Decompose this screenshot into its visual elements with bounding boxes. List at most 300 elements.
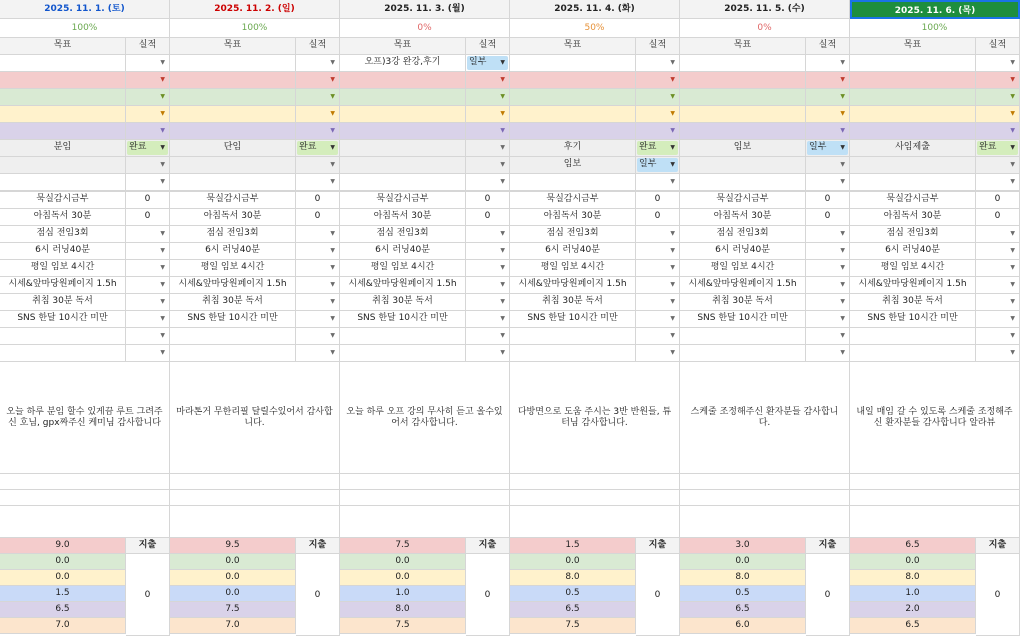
task-goal[interactable] [340,174,466,191]
goal-cell[interactable] [510,123,636,140]
dropdown-arrow-icon[interactable]: ▼ [500,230,505,237]
time-total: 7.5 [510,618,636,634]
habit-value[interactable]: 0 [976,209,1020,226]
habit-check[interactable] [976,260,1020,277]
blank-cell[interactable] [0,328,126,345]
task-goal[interactable] [510,174,636,191]
habit-check[interactable] [806,311,850,328]
dropdown-arrow-icon[interactable]: ▼ [670,93,675,100]
dropdown-arrow-icon[interactable]: ▼ [500,298,505,305]
dropdown-arrow-icon[interactable]: ▼ [670,281,675,288]
result-cell[interactable] [466,123,510,140]
dropdown-arrow-icon[interactable]: ▼ [330,230,335,237]
habit-value[interactable]: 0 [126,192,170,209]
blank-check[interactable] [296,328,340,345]
habit-check[interactable] [126,260,170,277]
blank-cell[interactable] [170,328,296,345]
dropdown-arrow-icon[interactable]: ▼ [1010,76,1015,83]
task-status[interactable] [806,174,850,191]
task-status[interactable] [636,157,680,174]
dropdown-arrow-icon[interactable]: ▼ [160,264,165,271]
dropdown-arrow-icon[interactable]: ▼ [670,349,675,356]
blank-check[interactable] [126,328,170,345]
goal-cell[interactable] [0,123,126,140]
dropdown-arrow-icon[interactable]: ▼ [840,281,845,288]
dropdown-arrow-icon[interactable]: ▼ [500,332,505,339]
result-cell[interactable] [636,55,680,72]
habit-check[interactable] [296,226,340,243]
habit-check[interactable] [806,226,850,243]
result-cell[interactable] [806,123,850,140]
dropdown-arrow-icon[interactable]: ▼ [840,178,845,185]
habit-check[interactable] [636,277,680,294]
blank-check[interactable] [806,345,850,362]
dropdown-arrow-icon[interactable]: ▼ [160,332,165,339]
dropdown-arrow-icon[interactable]: ▼ [840,127,845,134]
dropdown-arrow-icon[interactable]: ▼ [670,264,675,271]
dropdown-arrow-icon[interactable]: ▼ [160,315,165,322]
blank-cell [340,506,510,538]
habit-check[interactable] [806,260,850,277]
blank-check[interactable] [976,345,1020,362]
dropdown-arrow-icon[interactable]: ▼ [840,247,845,254]
dropdown-arrow-icon[interactable]: ▼ [1010,59,1015,66]
habit-check[interactable] [976,277,1020,294]
dropdown-arrow-icon[interactable]: ▼ [330,76,335,83]
dropdown-arrow-icon[interactable]: ▼ [1010,247,1015,254]
dropdown-arrow-icon[interactable]: ▼ [670,110,675,117]
task-status[interactable] [296,174,340,191]
habit-check[interactable] [976,226,1020,243]
dropdown-arrow-icon[interactable]: ▼ [1010,332,1015,339]
dropdown-arrow-icon[interactable]: ▼ [330,110,335,117]
result-cell[interactable] [636,89,680,106]
dropdown-arrow-icon[interactable]: ▼ [330,281,335,288]
habit-check[interactable] [976,294,1020,311]
task-status[interactable] [806,140,850,157]
dropdown-arrow-icon[interactable]: ▼ [160,161,165,168]
gratitude-note[interactable]: 오늘 하루 분임 할수 있게끔 루트 그려주신 호님, gpx짜주신 케미님 감사합니다 [0,362,170,474]
dropdown-arrow-icon[interactable]: ▼ [160,93,165,100]
habit-value[interactable]: 0 [976,192,1020,209]
dropdown-arrow-icon[interactable]: ▼ [330,178,335,185]
habit-value[interactable]: 0 [126,209,170,226]
blank-cell [0,490,170,506]
goal-cell[interactable] [680,72,806,89]
result-cell[interactable] [806,89,850,106]
dropdown-arrow-icon[interactable]: ▼ [840,264,845,271]
dropdown-arrow-icon[interactable]: ▼ [1010,349,1015,356]
status-chip[interactable] [467,56,508,70]
task-goal[interactable] [680,174,806,191]
task-status[interactable] [466,157,510,174]
task-status[interactable] [806,157,850,174]
status-chip[interactable] [637,141,678,155]
result-cell[interactable] [976,55,1020,72]
result-cell[interactable] [296,123,340,140]
result-cell[interactable] [806,106,850,123]
dropdown-arrow-icon[interactable]: ▼ [160,144,165,151]
goal-cell[interactable] [170,55,296,72]
habit-check[interactable] [466,294,510,311]
habit-label: 묵실감시금부 [170,192,296,209]
gratitude-note[interactable]: 오늘 하루 오프 강의 무사히 듣고 올수있어서 감사합니다. [340,362,510,474]
dropdown-arrow-icon[interactable]: ▼ [840,315,845,322]
result-cell[interactable] [976,72,1020,89]
task-goal[interactable] [0,174,126,191]
task-status[interactable] [296,140,340,157]
habit-check[interactable] [296,243,340,260]
habit-check[interactable] [636,243,680,260]
habit-check[interactable] [126,311,170,328]
dropdown-arrow-icon[interactable]: ▼ [160,298,165,305]
time-total: 0.0 [170,554,296,570]
dropdown-arrow-icon[interactable]: ▼ [160,281,165,288]
goal-cell[interactable] [850,89,976,106]
task-status[interactable] [126,140,170,157]
dropdown-arrow-icon[interactable]: ▼ [670,332,675,339]
dropdown-arrow-icon[interactable]: ▼ [670,298,675,305]
dropdown-arrow-icon[interactable]: ▼ [840,230,845,237]
dropdown-arrow-icon[interactable]: ▼ [500,349,505,356]
habit-value[interactable]: 0 [806,209,850,226]
task-goal[interactable] [0,157,126,174]
dropdown-arrow-icon[interactable]: ▼ [840,349,845,356]
result-cell[interactable] [976,89,1020,106]
result-cell[interactable] [126,72,170,89]
dropdown-arrow-icon[interactable]: ▼ [670,161,675,168]
status-chip[interactable] [977,141,1018,155]
dropdown-arrow-icon[interactable]: ▼ [330,298,335,305]
blank-check[interactable] [466,345,510,362]
task-goal[interactable]: 임보 [680,140,806,157]
result-cell[interactable] [296,55,340,72]
dropdown-arrow-icon[interactable]: ▼ [500,144,505,151]
result-cell[interactable] [296,106,340,123]
habit-check[interactable] [466,260,510,277]
habit-check[interactable] [466,277,510,294]
blank-check[interactable] [806,328,850,345]
result-cell[interactable] [976,123,1020,140]
task-goal[interactable] [850,174,976,191]
habit-label: 아침독서 30분 [510,209,636,226]
habit-check[interactable] [296,294,340,311]
result-cell[interactable] [466,89,510,106]
result-cell[interactable] [296,89,340,106]
status-chip[interactable] [297,141,338,155]
blank-check[interactable] [636,345,680,362]
habit-check[interactable] [636,226,680,243]
dropdown-arrow-icon[interactable]: ▼ [500,161,505,168]
dropdown-arrow-icon[interactable]: ▼ [670,59,675,66]
task-status[interactable] [976,174,1020,191]
goal-cell[interactable] [850,123,976,140]
goal-cell[interactable] [340,106,466,123]
habit-value[interactable]: 0 [296,209,340,226]
task-goal[interactable]: 사임제출 [850,140,976,157]
dropdown-arrow-icon[interactable]: ▼ [330,247,335,254]
task-goal[interactable] [170,157,296,174]
goal-cell[interactable]: 오프)3강 완강,후기 [340,55,466,72]
goal-cell[interactable] [340,89,466,106]
dropdown-arrow-icon[interactable]: ▼ [500,76,505,83]
goal-cell[interactable] [0,89,126,106]
result-cell[interactable] [976,106,1020,123]
dropdown-arrow-icon[interactable]: ▼ [1010,281,1015,288]
expense-value[interactable]: 0 [976,554,1020,636]
habit-check[interactable] [636,294,680,311]
habit-check[interactable] [806,294,850,311]
dropdown-arrow-icon[interactable]: ▼ [1010,178,1015,185]
task-goal[interactable] [170,174,296,191]
blank-cell[interactable] [680,328,806,345]
blank-cell[interactable] [680,345,806,362]
result-cell[interactable] [466,55,510,72]
habit-value[interactable]: 0 [806,192,850,209]
task-goal[interactable] [850,157,976,174]
goal-cell[interactable] [510,106,636,123]
dropdown-arrow-icon[interactable]: ▼ [160,76,165,83]
dropdown-arrow-icon[interactable]: ▼ [670,144,675,151]
habit-label: 취침 30분 독서 [340,294,466,311]
habit-value[interactable]: 0 [636,209,680,226]
dropdown-arrow-icon[interactable]: ▼ [160,349,165,356]
dropdown-arrow-icon[interactable]: ▼ [840,332,845,339]
blank-cell[interactable] [340,345,466,362]
habit-check[interactable] [296,277,340,294]
dropdown-arrow-icon[interactable]: ▼ [840,161,845,168]
task-goal[interactable]: 후기 [510,140,636,157]
dropdown-arrow-icon[interactable]: ▼ [1010,110,1015,117]
result-cell[interactable] [126,55,170,72]
dropdown-arrow-icon[interactable]: ▼ [1010,315,1015,322]
dropdown-arrow-icon[interactable]: ▼ [330,161,335,168]
dropdown-arrow-icon[interactable]: ▼ [1010,298,1015,305]
dropdown-arrow-icon[interactable]: ▼ [330,127,335,134]
blank-cell[interactable] [850,345,976,362]
goal-cell[interactable] [170,123,296,140]
blank-check[interactable] [296,345,340,362]
task-status[interactable] [296,157,340,174]
gratitude-note[interactable]: 내일 매임 갈 수 있도록 스케줄 조정해주신 환자분들 감사합니다 알라뷰 [850,362,1020,474]
task-goal[interactable]: 분임 [0,140,126,157]
blank-cell[interactable] [340,328,466,345]
dropdown-arrow-icon[interactable]: ▼ [670,76,675,83]
habit-check[interactable] [466,226,510,243]
expense-value[interactable]: 0 [296,554,340,636]
dropdown-arrow-icon[interactable]: ▼ [500,59,505,66]
habit-check[interactable] [466,311,510,328]
habit-check[interactable] [126,294,170,311]
dropdown-arrow-icon[interactable]: ▼ [160,59,165,66]
blank-check[interactable] [126,345,170,362]
expense-value[interactable]: 0 [636,554,680,636]
status-chip[interactable] [127,141,168,155]
task-goal[interactable]: 단임 [170,140,296,157]
habit-check[interactable] [636,260,680,277]
habit-check[interactable] [976,243,1020,260]
completion-rate: 100% [0,19,170,38]
dropdown-arrow-icon[interactable]: ▼ [1010,264,1015,271]
habit-label: 6시 러닝40분 [0,243,126,260]
goal-cell[interactable] [0,55,126,72]
result-cell[interactable] [636,123,680,140]
habit-label: 점심 전임3회 [850,226,976,243]
expense-value[interactable]: 0 [126,554,170,636]
blank-cell[interactable] [510,328,636,345]
blank-check[interactable] [976,328,1020,345]
dropdown-arrow-icon[interactable]: ▼ [500,178,505,185]
dropdown-arrow-icon[interactable]: ▼ [670,178,675,185]
habit-check[interactable] [126,277,170,294]
task-goal[interactable] [340,140,466,157]
task-status[interactable] [126,157,170,174]
task-status[interactable] [466,140,510,157]
time-total: 7.0 [0,618,126,634]
result-cell[interactable] [126,123,170,140]
dropdown-arrow-icon[interactable]: ▼ [160,247,165,254]
blank-cell[interactable] [170,345,296,362]
dropdown-arrow-icon[interactable]: ▼ [1010,93,1015,100]
dropdown-arrow-icon[interactable]: ▼ [500,315,505,322]
blank-cell[interactable] [850,328,976,345]
blank-cell [850,490,1020,506]
task-status[interactable] [976,140,1020,157]
result-cell[interactable] [466,106,510,123]
goal-cell[interactable] [850,72,976,89]
dropdown-arrow-icon[interactable]: ▼ [840,110,845,117]
dropdown-arrow-icon[interactable]: ▼ [500,127,505,134]
dropdown-arrow-icon[interactable]: ▼ [500,264,505,271]
habit-check[interactable] [466,243,510,260]
dropdown-arrow-icon[interactable]: ▼ [330,144,335,151]
goal-cell[interactable] [510,89,636,106]
result-cell[interactable] [806,55,850,72]
dropdown-arrow-icon[interactable]: ▼ [670,127,675,134]
gratitude-note[interactable]: 다방면으로 도움 주시는 3반 반원들, 튜터님 감사합니다. [510,362,680,474]
time-total: 0.0 [850,554,976,570]
dropdown-arrow-icon[interactable]: ▼ [670,247,675,254]
result-cell[interactable] [806,72,850,89]
goal-cell[interactable] [170,89,296,106]
task-goal[interactable] [340,157,466,174]
blank-cell[interactable] [0,345,126,362]
habit-value[interactable]: 0 [466,192,510,209]
blank-check[interactable] [636,328,680,345]
habit-value[interactable]: 0 [296,192,340,209]
blank-check[interactable] [466,328,510,345]
dropdown-arrow-icon[interactable]: ▼ [330,59,335,66]
goal-cell[interactable] [170,106,296,123]
task-goal[interactable] [680,157,806,174]
task-status[interactable] [636,174,680,191]
habit-check[interactable] [296,260,340,277]
result-cell[interactable] [636,106,680,123]
blank-cell[interactable] [510,345,636,362]
dropdown-arrow-icon[interactable]: ▼ [840,59,845,66]
gratitude-note[interactable]: 스케줄 조정해주신 환자분들 감사합니다. [680,362,850,474]
expense-value[interactable]: 0 [806,554,850,636]
dropdown-arrow-icon[interactable]: ▼ [670,230,675,237]
habit-check[interactable] [806,277,850,294]
habit-label: SNS 한달 10시간 미만 [0,311,126,328]
goal-cell[interactable] [0,72,126,89]
dropdown-arrow-icon[interactable]: ▼ [500,93,505,100]
goal-cell[interactable] [680,123,806,140]
goal-cell[interactable] [850,55,976,72]
dropdown-arrow-icon[interactable]: ▼ [330,349,335,356]
goal-cell[interactable] [680,89,806,106]
result-cell[interactable] [126,89,170,106]
goal-cell[interactable] [340,123,466,140]
dropdown-arrow-icon[interactable]: ▼ [500,247,505,254]
task-status[interactable] [466,174,510,191]
dropdown-arrow-icon[interactable]: ▼ [160,178,165,185]
result-cell[interactable] [126,106,170,123]
goal-cell[interactable] [510,72,636,89]
result-cell[interactable] [636,72,680,89]
dropdown-arrow-icon[interactable]: ▼ [330,264,335,271]
habit-check[interactable] [126,243,170,260]
dropdown-arrow-icon[interactable]: ▼ [1010,230,1015,237]
dropdown-arrow-icon[interactable]: ▼ [1010,127,1015,134]
expense-value[interactable]: 0 [466,554,510,636]
goal-cell[interactable] [510,55,636,72]
habit-label: 시세&앞마당원페이지 1.5h [850,277,976,294]
dropdown-arrow-icon[interactable]: ▼ [840,93,845,100]
task-status[interactable] [976,157,1020,174]
goal-cell[interactable] [0,106,126,123]
dropdown-arrow-icon[interactable]: ▼ [840,144,845,151]
gratitude-note[interactable]: 마라톤거 무한리필 달릴수있어서 감사합니다. [170,362,340,474]
goal-cell[interactable] [850,106,976,123]
goal-cell[interactable] [680,106,806,123]
task-goal[interactable]: 임보 [510,157,636,174]
habit-value[interactable]: 0 [636,192,680,209]
status-chip[interactable] [637,158,678,172]
dropdown-arrow-icon[interactable]: ▼ [1010,144,1015,151]
dropdown-arrow-icon[interactable]: ▼ [1010,161,1015,168]
time-total: 8.0 [680,570,806,586]
result-cell[interactable] [296,72,340,89]
task-status[interactable] [126,174,170,191]
habit-check[interactable] [806,243,850,260]
dropdown-arrow-icon[interactable]: ▼ [840,76,845,83]
goal-cell[interactable] [340,72,466,89]
dropdown-arrow-icon[interactable]: ▼ [330,315,335,322]
task-status[interactable] [636,140,680,157]
dropdown-arrow-icon[interactable]: ▼ [160,110,165,117]
dropdown-arrow-icon[interactable]: ▼ [670,315,675,322]
goal-cell[interactable] [680,55,806,72]
goal-cell[interactable] [170,72,296,89]
habit-value[interactable]: 0 [466,209,510,226]
dropdown-arrow-icon[interactable]: ▼ [330,332,335,339]
habit-label: 점심 전임3회 [170,226,296,243]
habit-check[interactable] [296,311,340,328]
dropdown-arrow-icon[interactable]: ▼ [160,230,165,237]
habit-check[interactable] [126,226,170,243]
dropdown-arrow-icon[interactable]: ▼ [500,110,505,117]
dropdown-arrow-icon[interactable]: ▼ [500,281,505,288]
dropdown-arrow-icon[interactable]: ▼ [840,298,845,305]
dropdown-arrow-icon[interactable]: ▼ [160,127,165,134]
status-chip[interactable] [807,141,848,155]
result-cell[interactable] [466,72,510,89]
dropdown-arrow-icon[interactable]: ▼ [330,93,335,100]
habit-check[interactable] [636,311,680,328]
habit-check[interactable] [976,311,1020,328]
